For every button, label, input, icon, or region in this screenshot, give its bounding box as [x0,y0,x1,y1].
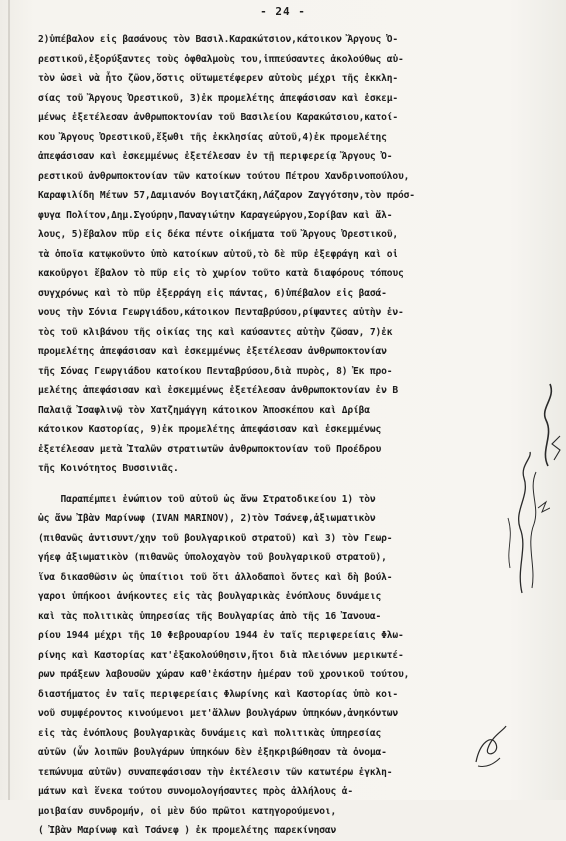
text-line: 2)ὑπέβαλον εἰς βασάνους τὸν Βασιλ.Καρακώτσιον,κάτοικον Ἄργους Ὀ- [38,34,399,45]
text-line: ρίου 1944 μέχρι τῆς 10 Φεβρουαρίου 1944 ἐν ταῖς περιφερείαις Φλω- [38,630,404,641]
text-line: ρεστικοῦ ἀνθρωποκτονίαν τῶν κατοίκων τούτου Πέτρου Χανδρινοπούλου, [38,170,410,182]
text-line: τὰ ὁποῖα κατῳκοῦντο ὑπὸ κατοίκων αὐτοῦ,τὸ δὲ πῦρ ἐξεφράγη καὶ οἱ [38,248,399,260]
text-line: νοῦ συμφέροντος κινούμενοι μετ'ἄλλων βουλγάρων ὑπηκόων,ἀνηκόντων [38,708,399,719]
handwritten-signature-side [502,448,550,598]
text-line: τῆς Σόνας Γεωργιάδου κατοίκου Πενταβρύσου,διὰ πυρὸς, 8) Ἐκ προ- [38,365,393,377]
text-line: ρων πράξεων λαβουσῶν χώραν καθ'ἑκάστην ἡμέραν τοῦ χρονικοῦ τούτου, [38,669,410,680]
text-line: ὡς ἄνω Ἰβὰν Μαρίνωφ (IVAN MARINOV), 2)τὸν Τσάνεφ,ἀξιωματικὸν [38,513,376,524]
text-line: καὶ τὰς πολιτικὰς ὑπηρεσίας τῆς Βουλγαρίας ἀπὸ τῆς 16 Ἰανουα- [38,610,382,622]
handwritten-signature-margin [534,380,564,470]
document-body [38,30,508,841]
text-line: Παλαιᾷ Ἰσαφλινῷ τὸν Χατζημάγγη κάτοικον Ἀποσκέπου καὶ Δρίβα [38,404,370,416]
page-number: - 24 - [260,5,306,18]
text-line: εἰς τὰς ἐνόπλους βουλγαρικὰς δυνάμεις καὶ πολιτικὰς ὑπηρεσίας [38,727,382,739]
text-line: γαροι ὑπήκοοι ἀνήκοντες εἰς τὰς βουλγαρικὰς ἐνόπλους δυνάμεις [38,591,382,602]
text-line: συγχρόνως καὶ τὸ πῦρ ἐξερράγη εἰς πάντας, 6)ὑπέβαλον εἰς βασά- [38,287,387,299]
scan-edge-shadow [8,0,10,800]
text-line: μοιβαίαν συνδρομήν, οἱ μὲν δύο πρῶτοι κατηγορούμενοι, [38,805,337,817]
text-line: διαστήματος ἐν ταῖς περιφερείαις Φλωρίνης καὶ Καστορίας ὑπὸ κοι- [38,688,399,700]
text-line: Καραφιλίδη Μέτων 57,Δαμιανόν Βογιατζάκη,Λάζαρον Ζαγγότσην,τὸν πρόσ- [38,190,415,201]
text-line: μένως ἐξετέλεσαν ἀνθρωποκτονίαν τοῦ Βασιλείου Καρακώτσιου,κατοί- [38,112,399,123]
text-line: τῆς Κοινότητος Βυσσινιᾶς. [38,463,179,474]
text-line: τὸν ὡσεὶ νὰ ἦτο ζῶον,ὅστις οὕτωμετέφερεν αὐτοὺς μέχρι τῆς ἐκκλη- [38,73,399,84]
text-line: κάτοικον Καστορίας, 9)ἐκ προμελέτης ἀπεφάσισαν καὶ ἐσκεμμένως [38,424,382,435]
text-line: ρίνης καὶ Καστορίας κατ'ἐξακολούθησιν,ἤτοι διὰ πλειόνων μερικωτέ- [38,649,404,661]
text-line: μάτων καὶ ἕνεκα τούτου συνομολογήσαντες πρὸς ἀλλήλους ἀ- [38,786,354,797]
text-line: τεπώνυμα αὐτῶν) συναπεφάσισαν τὴν ἐκτέλεσιν τῶν κατωτέρω ἐγκλη- [38,766,393,778]
text-line: ρεστικοῦ,ἐξορύξαντες τοὺς ὀφθαλμοὺς του,ἱππεύσαντες ἀκολούθως αὐ- [38,53,404,65]
text-line: ἀπεφάσισαν καὶ ἐσκεμμένως ἐξετέλεσαν ἐν τῇ περιφερείᾳ Ἄργους Ὀ- [38,151,393,162]
text-line: τὸς τοῦ κλιβάνου τῆς οἰκίας της καὶ καύσαντες αὐτὴν ζῶσαν, 7)ἐκ [38,326,393,338]
text-line: μελέτης ἀπεφάσισαν καὶ ἐσκεμμένως ἐξετέλεσαν ἀνθρωποκτονίαν ἐν Β [38,385,399,396]
text-line: γήεφ ἀξιωματικὸν (πιθανῶς ὑπολοχαγὸν τοῦ βουλγαρικοῦ στρατοῦ), [38,552,387,563]
text-line: αὐτῶν (ὧν λοιπῶν βουλγάρων ὑπηκόων δὲν ἐξηκριβώθησαν τὰ ὀνομα- [38,747,387,758]
text-line: ἐξετέλεσαν μετὰ Ἰταλῶν στρατιωτῶν ἀνθρωποκτονίαν τοῦ Προέδρου [38,443,382,455]
text-line: κακοῦργοι ἔβαλον τὸ πῦρ εἰς τὸ χωρίον τοῦτο κατὰ διαφόρους τόπους [38,268,404,279]
text-line: κου Ἄργους Ὀρεστικοῦ,ἔξωθι τῆς ἐκκλησίας αὐτοῦ,4)ἐκ προμελέτης [38,131,387,143]
text-line: φυγα Πολίτον,Δημ.Σγούρην,Παναγιώτην Καραγεώργου,Σορίβαν καὶ ἄλ- [38,209,393,221]
text-line [38,479,508,490]
text-line: ἵνα δικασθῶσιν ὡς ὑπαίτιοι τοῦ ὅτι ἀλλοδαποὶ ὄντες καὶ δὴ βούλ- [38,571,393,583]
text-line: λους, 5)ἔβαλον πῦρ εἰς δέκα πέντε οἰκήματα τοῦ Ἄργους Ὀρεστικοῦ, [38,229,399,240]
text-line: Παραπέμπει ἐνώπιον τοῦ αὐτοῦ ὡς ἄνω Στρατοδικείου 1) τὸν [38,493,376,505]
text-line: ( Ἰβὰν Μαρίνωφ καὶ Τσάνεφ ) ἐκ προμελέτης παρεκίνησαν [38,825,337,836]
text-line: (πιθανῶς ἀντισυντ/χην τοῦ βουλγαρικοῦ στρατοῦ) καὶ 3) τὸν Γεωρ- [38,532,393,544]
text-line: σίας τοῦ Ἄργους Ὀρεστικοῦ, 3)ἐκ προμελέτης ἀπεφάσισαν καὶ ἐσκεμ- [38,92,399,104]
text-line: νους τὴν Σόνια Γεωργιάδου,κάτοικον Πενταβρύσου,ρίψαντες αὐτὴν ἐν- [38,307,404,318]
handwritten-initials [470,722,510,772]
text-line: προμελέτης ἀπεφάσισαν καὶ ἐσκεμμένως ἐξετέλεσαν ἀνθρωποκτονίαν [38,346,387,357]
